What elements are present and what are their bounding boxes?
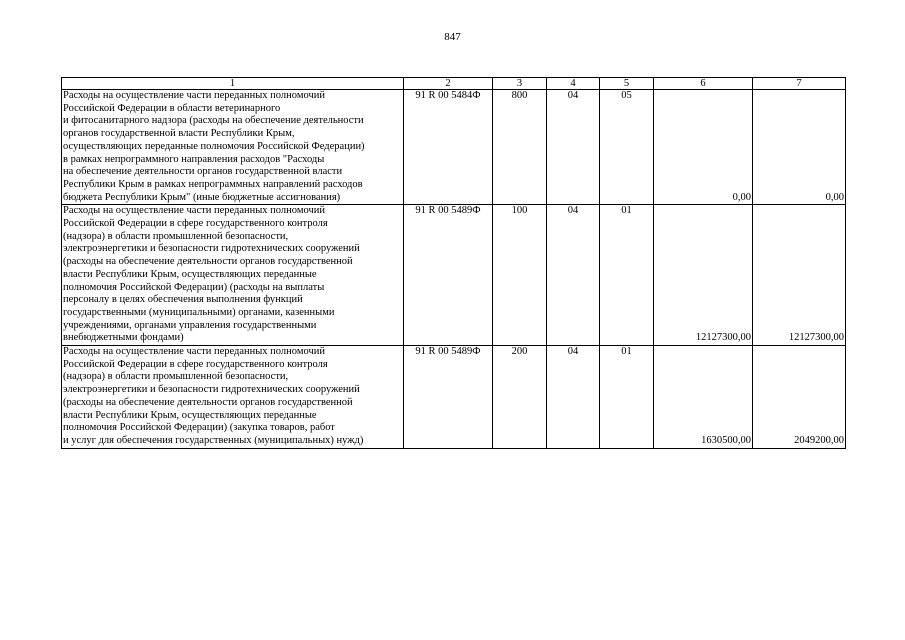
header-col-2: 2 [404, 78, 493, 90]
page-number: 847 [444, 31, 461, 43]
row-col5: 01 [600, 346, 654, 449]
row-col4: 04 [547, 205, 600, 346]
row-col4: 04 [547, 90, 600, 205]
header-col-5: 5 [600, 78, 654, 90]
row-code: 91 R 00 5489Ф [404, 346, 493, 449]
row-col3: 100 [493, 205, 547, 346]
header-col-1: 1 [62, 78, 404, 90]
row-amount-6: 0,00 [654, 90, 753, 205]
row-amount-6: 1630500,00 [654, 346, 753, 449]
header-row [62, 78, 846, 90]
header-col-3: 3 [493, 78, 547, 90]
row-amount-7: 2049200,00 [753, 346, 846, 449]
row-description: Расходы на осуществление части переданных полномочий Российской Федерации в сфере государственного контроля (надзора) в области промышленной безопасности, электроэнергетики и безопасности гидротехнических сооружений (расходы на обеспечение деятельности органов государственной власти Республики Крым, осуществляющих переданные полномочия Российской Федерации) (закупка товаров, работ и услуг для обеспечения государственных (муниципальных) нужд) [62, 346, 404, 449]
row-col3: 200 [493, 346, 547, 449]
row-col4: 04 [547, 346, 600, 449]
row-code: 91 R 00 5489Ф [404, 205, 493, 346]
row-col5: 01 [600, 205, 654, 346]
row-col5: 05 [600, 90, 654, 205]
row-col3: 800 [493, 90, 547, 205]
budget-table [61, 77, 846, 449]
header-col-6: 6 [654, 78, 753, 90]
row-code: 91 R 00 5484Ф [404, 90, 493, 205]
table-row [62, 346, 846, 449]
row-description: Расходы на осуществление части переданных полномочий Российской Федерации в сфере государственного контроля (надзора) в области промышленной безопасности, электроэнергетики и безопасности гидротехнических сооружений (расходы на обеспечение деятельности органов государственной власти Республики Крым, осуществляющих переданные полномочия Российской Федерации) (расходы на выплаты персоналу в целях обеспечения выполнения функций государственными (муниципальными) органами, казенными учреждениями, органами управления государственными внебюджетными фондами) [62, 205, 404, 346]
row-amount-7: 12127300,00 [753, 205, 846, 346]
table-row [62, 205, 846, 346]
row-amount-6: 12127300,00 [654, 205, 753, 346]
header-col-4: 4 [547, 78, 600, 90]
row-description: Расходы на осуществление части переданных полномочий Российской Федерации в области ветеринарного и фитосанитарного надзора (расходы на обеспечение деятельности органов государственной власти Республики Крым, осуществляющих переданные полномочия Российской Федерации) в рамках непрограммного направления расходов "Расходы на обеспечение деятельности органов государственной власти Республики Крым в рамках непрограммных направлений расходов бюджета Республики Крым" (иные бюджетные ассигнования) [62, 90, 404, 205]
table-row [62, 90, 846, 205]
row-amount-7: 0,00 [753, 90, 846, 205]
header-col-7: 7 [753, 78, 846, 90]
